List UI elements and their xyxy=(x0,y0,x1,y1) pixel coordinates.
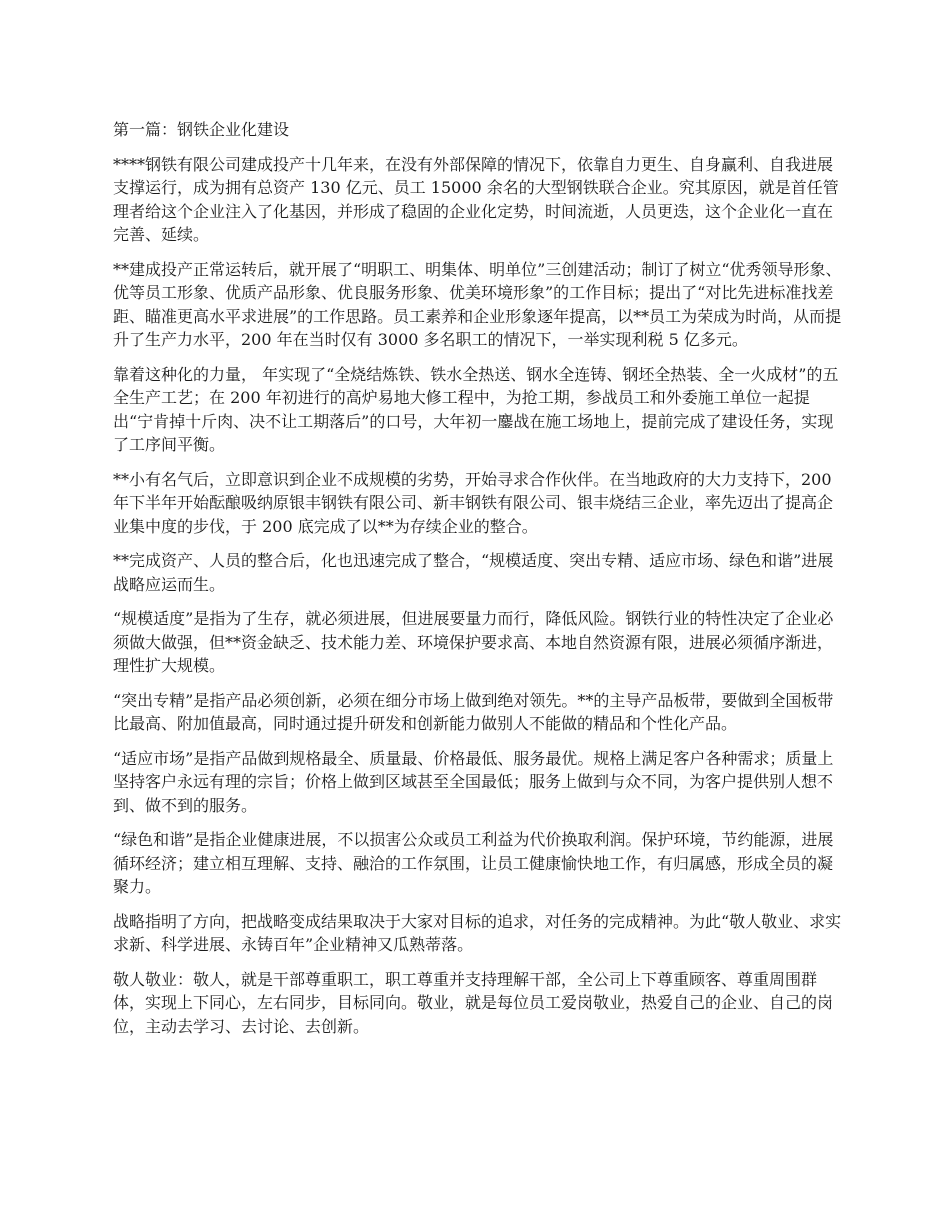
paragraph: **小有名气后，立即意识到企业不成规模的劣势，开始寻求合作伙伴。在当地政府的大力支持下，200 年下半年开始酝酿吸纳原银丰钢铁有限公司、新丰钢铁有限公司、银丰烧结三企业，率先迈出了提高企业集中度的步伐，于 200 底完成了以**为存续企业的整合。 xyxy=(113,469,834,536)
paragraph: “规模适度”是指为了生存，就必须进展，但进展要量力而行，降低风险。钢铁行业的特性决定了企业必须做大做强，但**资金缺乏、技术能力差、环境保护要求高、本地自然资源有限，进展必须循序渐进，理性扩大规模。 xyxy=(113,609,834,675)
paragraph: “突出专精”是指产品必须创新，必须在细分市场上做到绝对领先。**的主导产品板带，要做到全国板带比最高、附加值最高，同时通过提升研发和创新能力做别人不能做的精品和个性化产品。 xyxy=(113,690,834,733)
paragraph: “绿色和谐”是指企业健康进展，不以损害公众或员工利益为代价换取利润。保护环境，节约能源，进展循环经济；建立相互理解、支持、融洽的工作氛围，让员工健康愉快地工作，有归属感，形成全员的凝聚力。 xyxy=(113,830,834,896)
paragraph: 战略指明了方向，把战略变成结果取决于大家对目标的追求，对任务的完成精神。为此“敬人敬业、求实求新、科学进展、永铸百年”企业精神又瓜熟蒂落。 xyxy=(113,911,842,954)
paragraph: ****钢铁有限公司建成投产十几年来，在没有外部保障的情况下，依靠自力更生、自身赢利、自我进展支撑运行，成为拥有总资产 130 亿元、员工 15000 余名的大型钢铁联合企业。究其原因，就是首任管理者给这个企业注入了化基因，并形成了稳固的企业化定势，时间流逝，人员更迭，这个企业化一直在完善、延续。 xyxy=(113,154,839,244)
document-body xyxy=(113,118,843,1049)
paragraph: **完成资产、人员的整合后，化也迅速完成了整合，“规模适度、突出专精、适应市场、绿色和谐”进展战略应运而生。 xyxy=(113,551,834,594)
paragraph: **建成投产正常运转后，就开展了“明职工、明集体、明单位”三创建活动；制订了树立“优秀领导形象、优等员工形象、优质产品形象、优良服务形象、优美环境形象”的工作目标；提出了“对比先进标准找差距、瞄准更高水平求进展”的工作思路。员工素养和企业形象逐年提高，以**员工为荣成为时尚，从而提升了生产力水平，200 年在当时仅有 3000 多名职工的情况下，一举实现利税 5 亿多元。 xyxy=(113,259,842,349)
document-title: 第一篇：钢铁企业化建设 xyxy=(113,120,290,139)
paragraph: 靠着这种化的力量， 年实现了“全烧结炼铁、铁水全热送、钢水全连铸、钢坯全热装、全一火成材”的五全生产工艺；在 200 年初进行的高炉易地大修工程中，为抢工期，参战员工和外委施工单位一起提出“宁肯掉十斤肉、决不让工期落后”的口号，大年初一鏖战在施工场地上，提前完成了建设任务，实现了工序间平衡。 xyxy=(113,364,839,454)
paragraph: “适应市场”是指产品做到规格最全、质量最、价格最低、服务最优。规格上满足客户各种需求；质量上坚持客户永远有理的宗旨；价格上做到区域甚至全国最低；服务上做到与众不同，为客户提供别人想不到、做不到的服务。 xyxy=(113,748,834,815)
paragraph: 敬人敬业：敬人，就是干部尊重职工，职工尊重并支持理解干部，全公司上下尊重顾客、尊重周围群体，实现上下同心，左右同步，目标同向。敬业，就是每位员工爱岗敬业，热爱自己的企业、自己的岗位，主动去学习、去讨论、去创新。 xyxy=(113,969,834,1036)
